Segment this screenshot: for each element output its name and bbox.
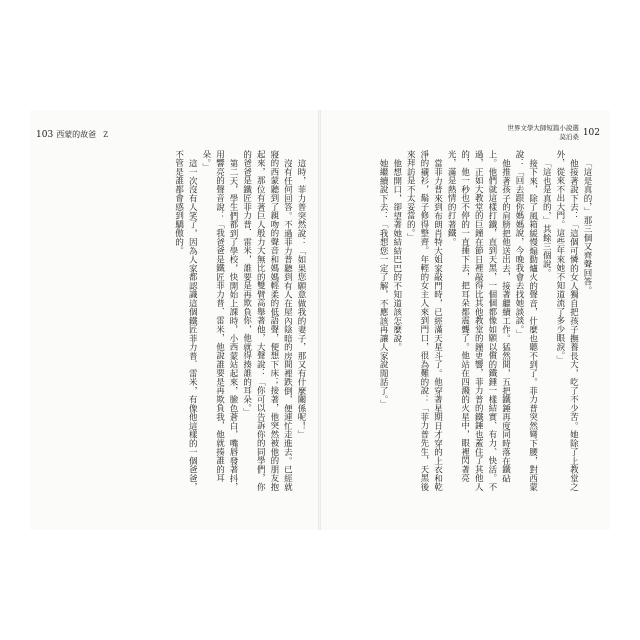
- ornament-icon: Z: [103, 131, 109, 139]
- series-title: 世界文學大師短篇小說選: [507, 124, 579, 132]
- paragraph: 「這是真的，」那三個又齊聲回答。: [582, 158, 592, 295]
- right-page-number: 102: [582, 128, 600, 138]
- paragraph: 她繼續說下去：「我想您一定了解，不應該再讓人家說閒話了。」: [378, 158, 389, 408]
- left-running-title: 西蒙的故爸: [56, 130, 97, 139]
- paragraph: 這一次沒有人笑了，因為人家都認識這個鐵匠菲力普．雷米，有像他這樣的一個爸爸，不管是誰都會感到驕傲的。: [173, 150, 198, 491]
- paragraph: 這時，菲力普突然說：「如果您願意做我的妻子，那又有什麼關係呢！」: [296, 158, 306, 439]
- paragraph: 沒有任何回答。不過菲力普聽到有人在屋內陰暗的房間裡跌倒，便連忙走進去。已經就寢的西蒙聽到了親吻的聲音和媽媽輕柔的低語聲，便想下床；接著，他突然被他的朋友抱起來，那位有著巨人般力大無比的雙臂高舉著他，大聲說：「你可以告訴你的同學們，你的爸爸是鐵匠菲力普．雷米，誰要是再欺負你，他就得揍誰的耳朵。」: [241, 150, 293, 492]
- paragraph: 第二天，學生們都到了學校，快開始上課時，小西蒙站起來，臉色蒼白，嘴唇發著抖，用響亮的聲音說：「我爸爸是鐵匠菲力普．雷米，他說誰要是再欺負我，他就揍誰的耳朵。」: [200, 150, 239, 491]
- right-page-body: [333, 150, 593, 495]
- page-fold: [318, 110, 321, 530]
- author-name: 莫泊桑: [559, 133, 579, 141]
- right-page-header: [507, 124, 600, 142]
- paragraph: 他接著說下去：「這個可憐的女人獨自把孩子撫養長大，吃了不少苦。她除了上教堂之外，從來不出大門。這些年來她不知道流了多少眼淚。」: [554, 150, 579, 491]
- paragraph: 當菲力普來到布朗肖特大姐家敲門時，已經滿天星斗了。他穿著星期日才穿的上衣和乾淨的襯衫，鬍子修得整齊。年輕的女主人來到門口，很為難的說：「菲力普先生，天黑後來拜訪是不太妥當的。」: [405, 150, 443, 492]
- left-page-number: 103: [36, 130, 54, 140]
- paragraph: 他推著孩子的肩膀把他送出去，接著繼續工作。猛然間，五把鐵錘再度同時落在鐵砧上。他們就這樣打鐵，直到天黑，一個個都像如願以償的鐵錘一樣結實、有力、快活。不過，正如大教堂的巨鐘在節日裡敲得比其他教堂的鐘更響，菲力普的鐵錘也蓋住了其他人的，他一秒也不停的一直捶下去，把耳朵都震聾了。他站在四濺的火星中，眼裡閃著亮光，滿是熱情的打著鐵。: [446, 150, 511, 492]
- left-page-header: [36, 129, 108, 140]
- left-page-body: [52, 150, 307, 495]
- paragraph: 他想開口，卻望著她結結巴巴的不知道該怎麼說。: [391, 158, 402, 351]
- right-header-titles: [507, 124, 579, 142]
- paragraph: 「這也是真的，」其餘三個說。: [541, 158, 552, 277]
- paragraph: 接下來，除了風箱緩慢煽動爐火的聲音，什麼也聽不到了。菲力普突然彎下腰，對西蒙說：「回去跟你媽媽說，今晚我會去找她談談。」: [514, 150, 538, 491]
